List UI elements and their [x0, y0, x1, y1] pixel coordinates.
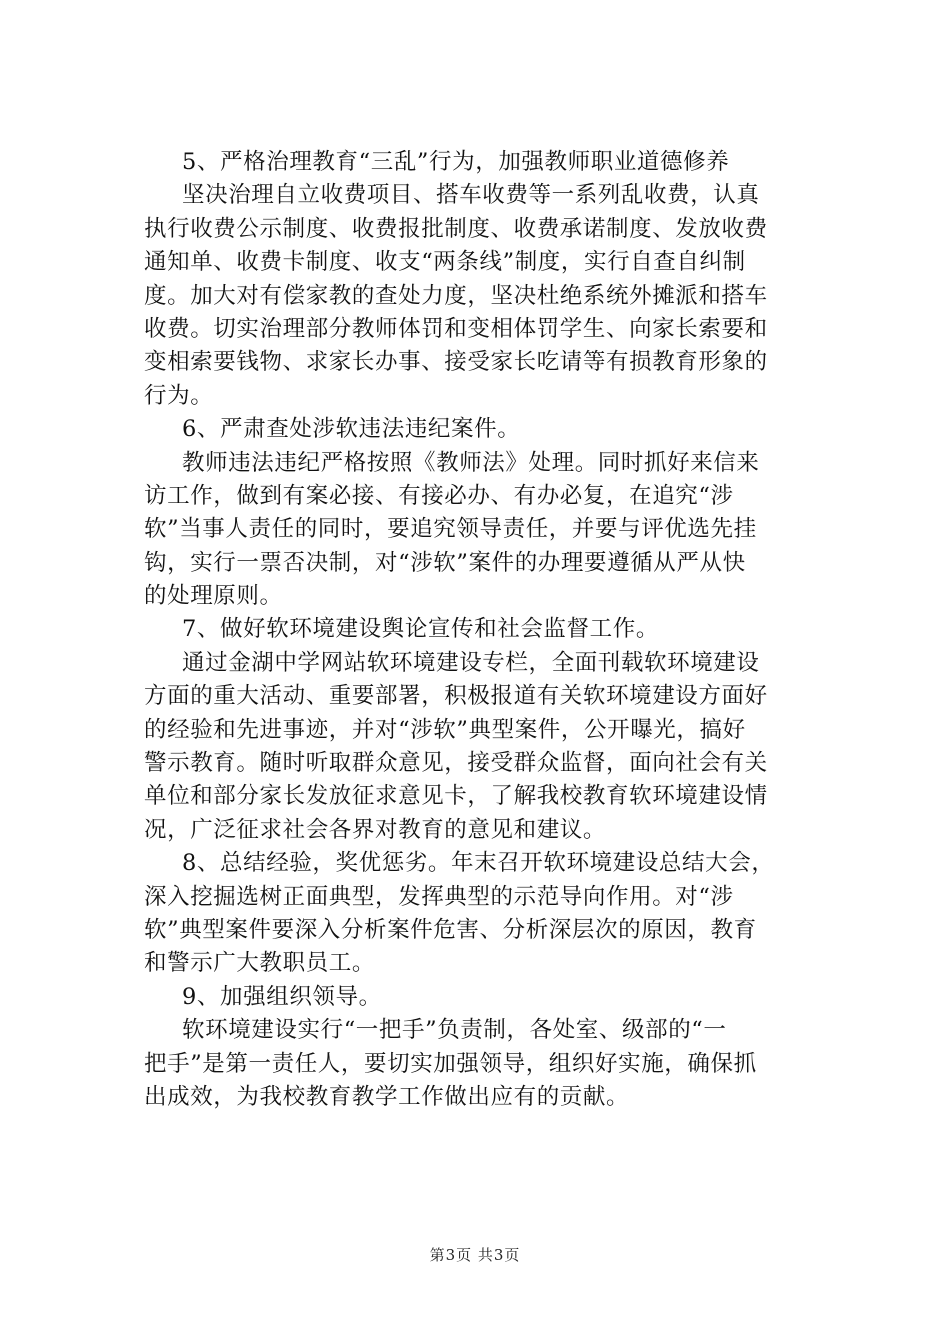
paragraph-line: 方面的重大活动、重要部署，积极报道有关软环境建设方面好 [144, 683, 768, 710]
paragraph-line: 把手”是第一责任人，要切实加强领导，组织好实施，确保抓 [144, 1050, 757, 1077]
document-body [144, 146, 842, 1114]
paragraph-line: 警示教育。随时听取群众意见，接受群众监督，面向社会有关 [144, 750, 768, 777]
paragraph-line: 深入挖掘选树正面典型，发挥典型的示范导向作用。对“涉 [144, 883, 734, 910]
paragraph-line: 收费。切实治理部分教师体罚和变相体罚学生、向家长索要和 [144, 315, 768, 342]
section-heading-6: 6、严肃查处涉软违法违纪案件。 [182, 416, 521, 443]
paragraph-line: 访工作，做到有案必接、有接必办、有办必复，在追究“涉 [144, 482, 734, 509]
paragraph-line: 况，广泛征求社会各界对教育的意见和建议。 [144, 816, 607, 843]
paragraph-line: 出成效，为我校教育教学工作做出应有的贡献。 [144, 1083, 630, 1110]
paragraph-line: 度。加大对有偿家教的查处力度，坚决杜绝系统外摊派和搭车 [144, 282, 768, 309]
section-heading-9: 9、加强组织领导。 [182, 983, 382, 1010]
paragraph-line: 通过金湖中学网站软环境建设专栏，全面刊载软环境建设 [182, 649, 760, 676]
paragraph-line: 单位和部分家长发放征求意见卡，了解我校教育软环境建设情 [144, 783, 768, 810]
paragraph-line: 软”典型案件要深入分析案件危害、分析深层次的原因，教育 [144, 916, 757, 943]
paragraph-line: 软”当事人责任的同时，要追究领导责任，并要与评优选先挂 [144, 516, 757, 543]
paragraph-line: 的处理原则。 [144, 583, 283, 610]
page-number-footer: 第3页 共3页 [429, 1246, 521, 1264]
paragraph-line: 的经验和先进事迹，并对“涉软”典型案件，公开曝光，搞好 [144, 716, 746, 743]
paragraph-line: 执行收费公示制度、收费报批制度、收费承诺制度、发放收费 [144, 215, 768, 242]
paragraph-line: 钩，实行一票否决制，对“涉软”案件的办理要遵循从严从快 [144, 549, 746, 576]
section-heading-8: 8、总结经验，奖优惩劣。年末召开软环境建设总结大会， [182, 850, 775, 877]
paragraph-line: 和警示广大教职员工。 [144, 950, 376, 977]
paragraph-line: 软环境建设实行“一把手”负责制，各处室、级部的“一 [182, 1017, 727, 1044]
paragraph-line: 行为。 [144, 382, 214, 409]
section-heading-5: 5、严格治理教育“三乱”行为，加强教师职业道德修养 [182, 149, 730, 175]
paragraph-line: 通知单、收费卡制度、收支“两条线”制度，实行自查自纠制 [144, 249, 746, 276]
paragraph-line: 教师违法违纪严格按照《教师法》处理。同时抓好来信来 [182, 449, 760, 476]
paragraph-line: 坚决治理自立收费项目、搭车收费等一系列乱收费，认真 [182, 182, 760, 209]
paragraph-line: 变相索要钱物、求家长办事、接受家长吃请等有损教育形象的 [144, 349, 768, 376]
section-heading-7: 7、做好软环境建设舆论宣传和社会监督工作。 [182, 616, 659, 643]
